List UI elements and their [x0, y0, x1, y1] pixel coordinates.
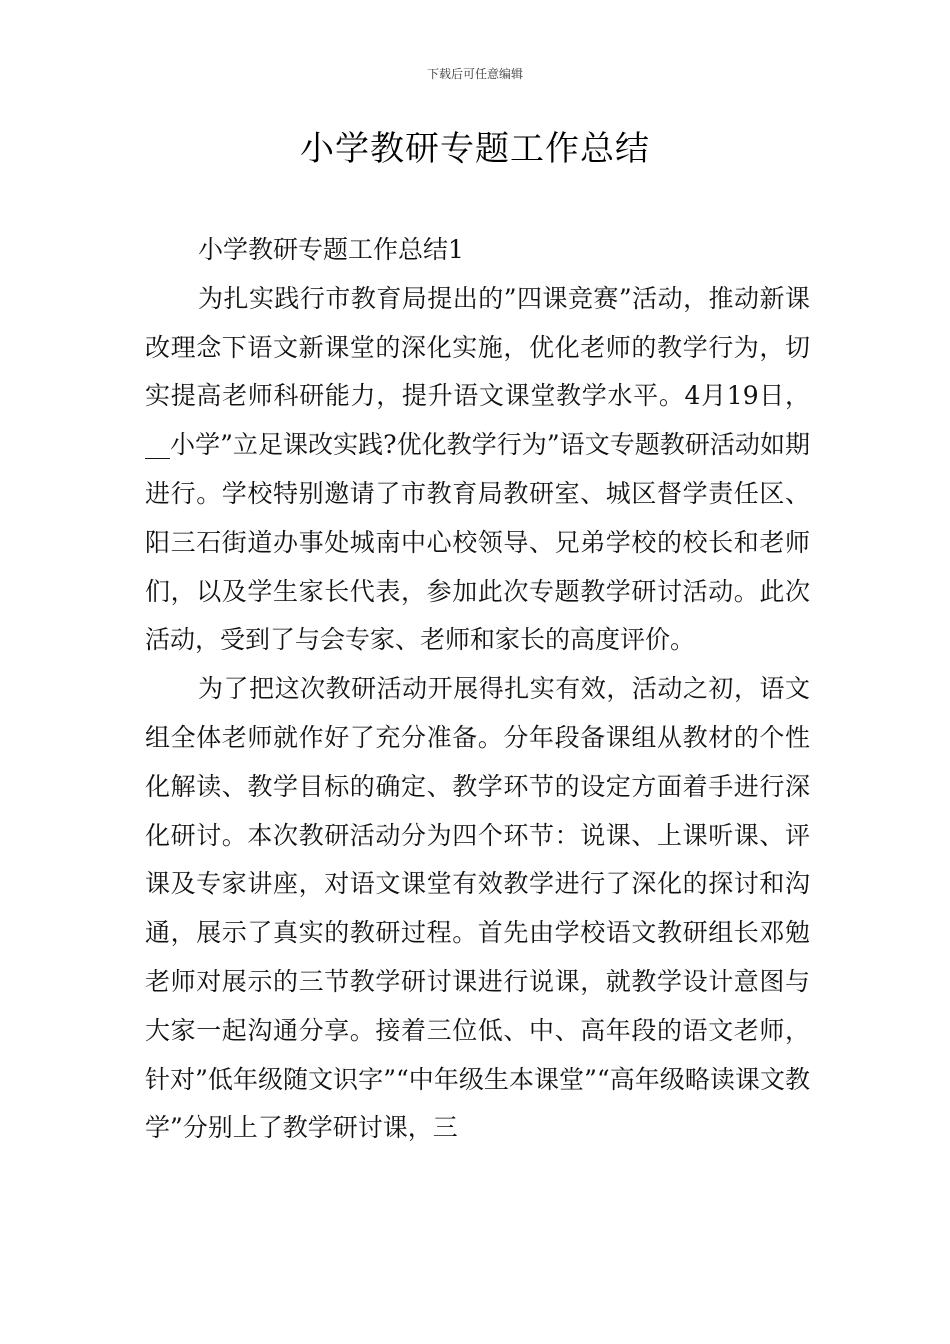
document-title: 小学教研专题工作总结 — [300, 129, 650, 169]
paragraph: 为扎实践行市教育局提出的”四课竞赛”活动，推动新课改理念下语文新课堂的深化实施，优化老师的教学行为，切实提高老师科研能力，提升语文课堂教学水平。4月19日，__小学”立足课改实践?优化教学行为”语文专题教研活动如期进行。学校特别邀请了市教育局教研室、城区督学责任区、阳三石街道办事处城南中心校领导、兄弟学校的校长和老师们，以及学生家长代表，参加此次专题教学研讨活动。此次活动，受到了与会专家、老师和家长的高度评价。 — [145, 283, 810, 655]
section-heading: 小学教研专题工作总结1 — [198, 235, 464, 264]
paragraph: 为了把这次教研活动开展得扎实有效，活动之初，语文组全体老师就作好了充分准备。分年段备课组从教材的个性化解读、教学目标的确定、教学环节的设定方面着手进行深化研讨。本次教研活动分为四个环节：说课、上课听课、评课及专家讲座，对语文课堂有效教学进行了深化的探讨和沟通，展示了真实的教研过程。首先由学校语文教研组长邓勉老师对展示的三节教学研讨课进行说课，就教学设计意图与大家一起沟通分享。接着三位低、中、高年段的语文老师，针对”低年级随文识字”“中年级生本课堂”“高年级略读课文教学”分别上了教学研讨课，三 — [145, 674, 810, 1143]
document-body — [145, 226, 810, 1153]
header-note: 下载后可任意编辑 — [426, 67, 523, 81]
